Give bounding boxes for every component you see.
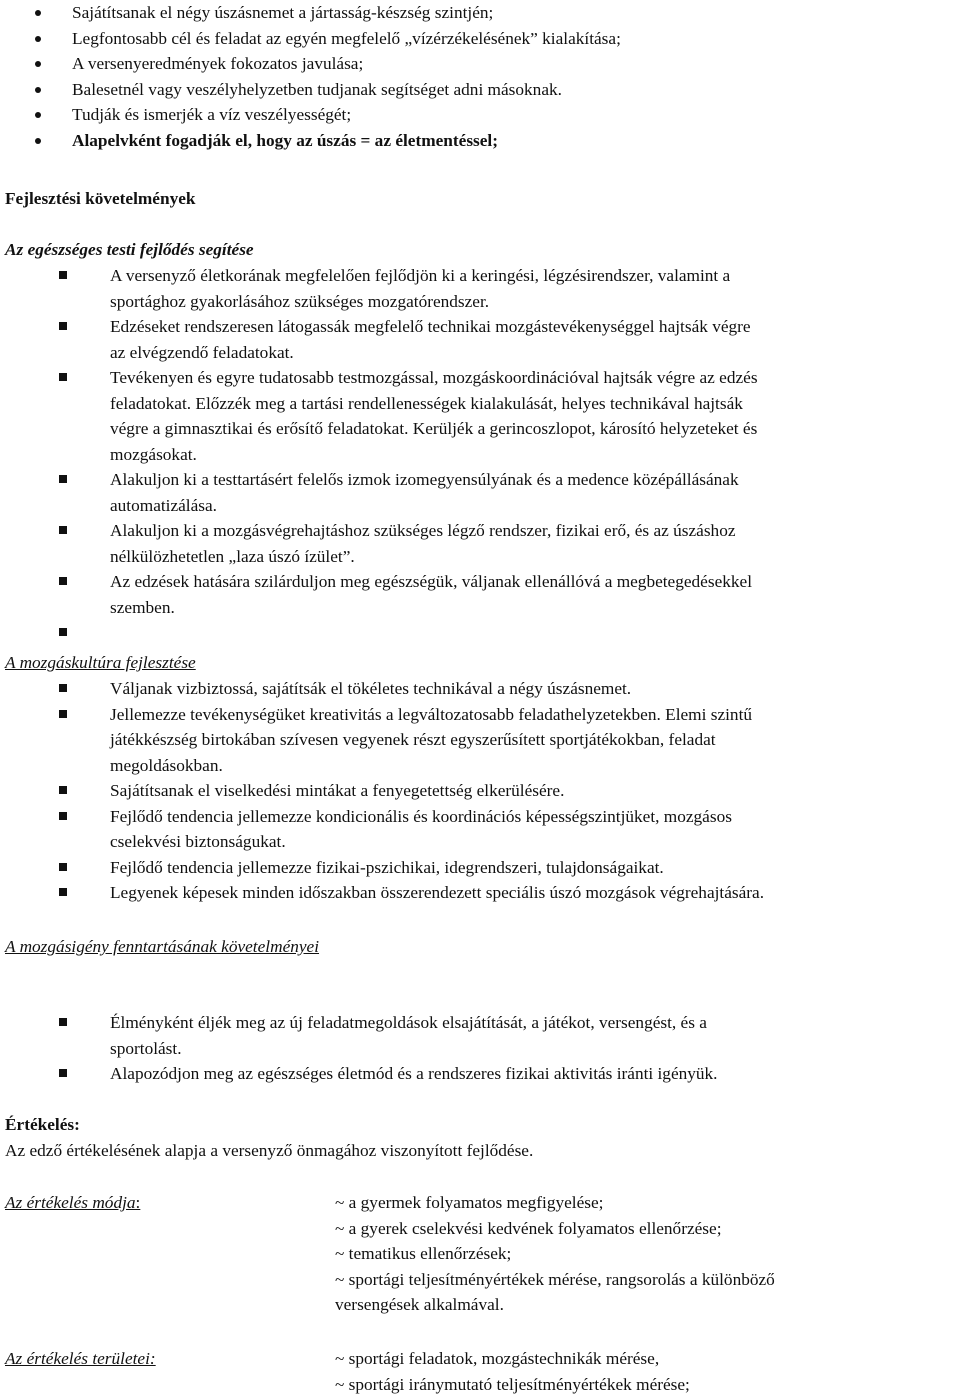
list-item: Alakuljon ki a mozgásvégrehajtáshoz szükséges légző rendszer, fizikai erő, és az úszáshoz nélkülözhetetlen „laza úszó ízület”. — [0, 518, 960, 569]
square-bullet-icon — [59, 1018, 67, 1026]
section-title: Fejlesztési követelmények — [5, 186, 196, 212]
evaluation-text: Az edző értékelésének alapja a versenyző önmagához viszonyított fejlődése. — [5, 1138, 533, 1164]
square-bullet-icon — [59, 271, 67, 279]
bullet-icon — [35, 10, 41, 16]
list-item: Edzéseket rendszeresen látogassák megfelelő technikai mozgástevékenységgel hajtsák végre az elvégzendő feladatokat. — [0, 314, 960, 365]
method-item: versengések alkalmával. — [335, 1292, 775, 1318]
method-item: ~ sportági teljesítményértékek mérése, rangsorolás a különböző — [335, 1267, 775, 1293]
demand-list — [0, 1010, 960, 1087]
bullet-icon — [35, 36, 41, 42]
demand-heading: A mozgásigény fenntartásának követelményei — [5, 934, 319, 960]
bullet-icon — [35, 112, 41, 118]
list-item: Legyenek képesek minden időszakban összerendezett speciális úszó mozgások végrehajtására. — [0, 880, 960, 906]
method-item: ~ a gyerek cselekvési kedvének folyamatos ellenőrzése; — [335, 1216, 775, 1242]
square-bullet-icon — [59, 863, 67, 871]
goal-item: A versenyeredmények fokozatos javulása; — [0, 51, 960, 77]
culture-heading: A mozgáskultúra fejlesztése — [5, 650, 196, 676]
goal-item: Balesetnél vagy veszélyhelyzetben tudjanak segítséget adni másoknak. — [0, 77, 960, 103]
method-item: ~ a gyermek folyamatos megfigyelése; — [335, 1190, 775, 1216]
square-bullet-icon — [59, 373, 67, 381]
list-item: Tevékenyen és egyre tudatosabb testmozgással, mozgáskoordinációval hajtsák végre az edzés feladatokat. Előzzék meg a tartási rendellenességek kialakulását, helyes technikával hajtsák végre a gimnasztikai és erősítő feladatokat. Kerüljék a gerincoszlopot, károsító helyzeteket és mozgásokat. — [0, 365, 960, 467]
list-item: Fejlődő tendencia jellemezze kondicionális és koordinációs képességszintjüket, mozgásos cselekvési biztonságukat. — [0, 804, 960, 855]
list-item — [0, 620, 960, 646]
bullet-icon — [35, 61, 41, 67]
evaluation-heading: Értékelés: — [5, 1112, 80, 1138]
square-bullet-icon — [59, 526, 67, 534]
list-item: Alakuljon ki a testtartásért felelős izmok izomegyensúlyának és a medence középállásának automatizálása. — [0, 467, 960, 518]
list-item: Alapozódjon meg az egészséges életmód és a rendszeres fizikai aktivitás iránti igényük. — [0, 1061, 960, 1087]
method-item: ~ tematikus ellenőrzések; — [335, 1241, 775, 1267]
square-bullet-icon — [59, 322, 67, 330]
goal-item: Sajátítsanak el négy úszásnemet a jártasság-készség szintjén; — [0, 0, 960, 26]
evaluation-method-label: Az értékelés módja: — [5, 1190, 140, 1216]
goal-item: Tudják és ismerjék a víz veszélyességét; — [0, 102, 960, 128]
square-bullet-icon — [59, 1069, 67, 1077]
list-item: Váljanak vizbiztossá, sajátítsák el tökéletes technikával a négy úszásnemet. — [0, 676, 960, 702]
list-item: Jellemezze tevékenységüket kreativitás a legváltozatosabb feladathelyzetekben. Elemi szintű játékkészség birtokában szívesen vegyenek részt egyszerűsített sportjátékokban, feladat megoldásokban. — [0, 702, 960, 779]
square-bullet-icon — [59, 475, 67, 483]
square-bullet-icon — [59, 577, 67, 585]
list-item: Sajátítsanak el viselkedési mintákat a fenyegetettség elkerülésére. — [0, 778, 960, 804]
square-bullet-icon — [59, 710, 67, 718]
square-bullet-icon — [59, 786, 67, 794]
list-item: A versenyző életkorának megfelelően fejlődjön ki a keringési, légzésirendszer, valamint a sportághoz gyakorlásához szükséges mozgatórendszer. — [0, 263, 960, 314]
list-item: Az edzések hatására szilárduljon meg egészségük, váljanak ellenállóvá a megbetegedésekkel szemben. — [0, 569, 960, 620]
evaluation-areas-list — [335, 1346, 690, 1397]
bullet-icon — [35, 138, 41, 144]
square-bullet-icon — [59, 684, 67, 692]
health-list — [0, 263, 960, 646]
evaluation-areas-label: Az értékelés területei: — [5, 1346, 156, 1372]
area-item: ~ sportági feladatok, mozgástechnikák mérése, — [335, 1346, 690, 1372]
culture-list — [0, 676, 960, 906]
list-item: Fejlődő tendencia jellemezze fizikai-pszichikai, idegrendszeri, tulajdonságaikat. — [0, 855, 960, 881]
bullet-icon — [35, 87, 41, 93]
evaluation-method-list — [335, 1190, 775, 1318]
health-heading: Az egészséges testi fejlődés segítése — [5, 237, 254, 263]
square-bullet-icon — [59, 628, 67, 636]
goals-list — [0, 0, 960, 154]
area-item: ~ sportági iránymutató teljesítményértékek mérése; — [335, 1372, 690, 1397]
square-bullet-icon — [59, 812, 67, 820]
goal-item: Legfontosabb cél és feladat az egyén megfelelő „vízérzékelésének” kialakítása; — [0, 26, 960, 52]
list-item: Élményként éljék meg az új feladatmegoldások elsajátítását, a játékot, versengést, és a sportolást. — [0, 1010, 960, 1061]
goal-item: Alapelvként fogadják el, hogy az úszás = az életmentéssel; — [0, 128, 960, 154]
square-bullet-icon — [59, 888, 67, 896]
